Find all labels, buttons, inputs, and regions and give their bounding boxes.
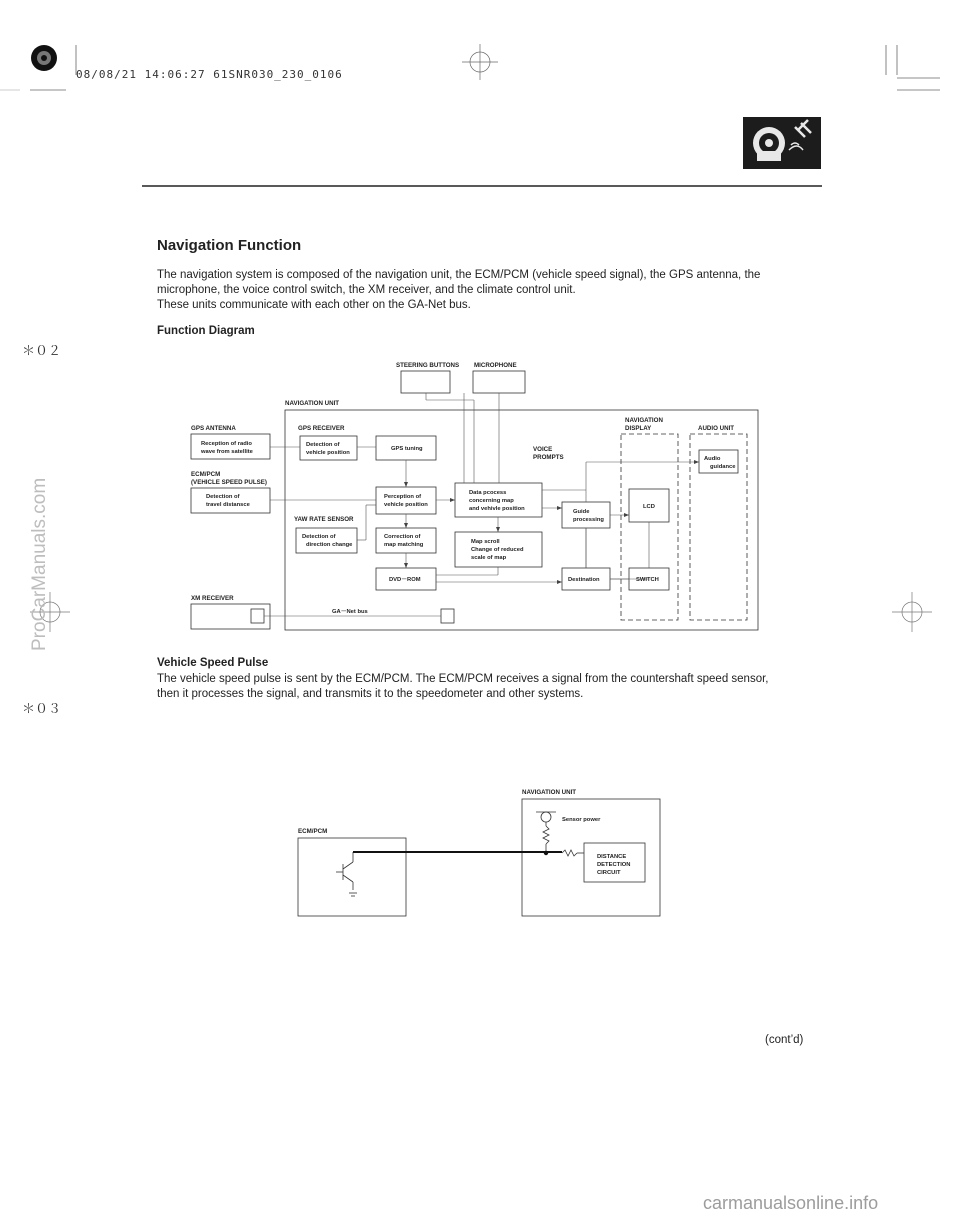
navigation-display-label: DISPLAY xyxy=(625,425,652,432)
vehicle-speed-pulse-heading: Vehicle Speed Pulse xyxy=(157,657,269,669)
map-scroll-label: Change of reduced xyxy=(471,547,524,553)
ecm-pcm-label: ECM/PCM xyxy=(191,471,221,478)
gps-antenna-label: GPS ANTENNA xyxy=(191,425,236,432)
steering-buttons-label: STEERING BUTTONS xyxy=(396,362,460,369)
destination-label: Destination xyxy=(568,577,600,583)
microphone-label: MICROPHONE xyxy=(474,362,517,369)
reception-label: Reception of radio xyxy=(201,441,252,447)
correction-label: map matching xyxy=(384,542,424,548)
navigation-unit-label: NAVIGATION UNIT xyxy=(285,400,340,407)
margin-mark-03: ＊０３ xyxy=(22,702,62,717)
ga-net-bus-label: GA－Net bus xyxy=(332,609,368,615)
data-process-label: concerning map xyxy=(469,498,514,504)
audio-unit-label: AUDIO UNIT xyxy=(698,425,735,432)
detection-direction-label: direction change xyxy=(306,542,353,548)
ecm-pcm-label: (VEHICLE SPEED PULSE) xyxy=(191,479,267,486)
voice-prompts-label: PROMPTS xyxy=(533,454,564,461)
circuit-ecm-pcm-label: ECM/PCM xyxy=(298,828,328,835)
audio-guidance-label: Audio xyxy=(704,456,721,462)
distance-circuit-label: DISTANCE xyxy=(597,854,627,860)
watermark-carmanualsonline: carmanualsonline.info xyxy=(703,1193,879,1213)
correction-label: Correction of xyxy=(384,534,421,540)
data-process-label: and vehivle position xyxy=(469,506,525,512)
xm-receiver-label: XM RECEIVER xyxy=(191,595,234,602)
intro-line: microphone, the voice control switch, the XM receiver, and the climate control unit. xyxy=(157,284,576,296)
watermark-procarmanuals: ProCarManuals.com xyxy=(29,477,50,651)
detection-vehicle-label: vehicle position xyxy=(306,450,350,456)
data-process-label: Data pcocess xyxy=(469,490,507,496)
ecm-pcm-box xyxy=(298,838,406,916)
dvd-rom-label: DVD－ROM xyxy=(389,577,421,583)
guide-label: Guide xyxy=(573,509,590,515)
guide-label: processing xyxy=(573,517,604,523)
sensor-power-label: Sensor power xyxy=(562,817,601,823)
lcd-label: LCD xyxy=(643,504,655,510)
switch-label: SWITCH xyxy=(636,577,659,583)
function-diagram-heading: Function Diagram xyxy=(157,325,255,337)
gps-receiver-label: GPS RECEIVER xyxy=(298,425,345,432)
perception-label: Perception of xyxy=(384,494,422,500)
map-scroll-label: Map scroll xyxy=(471,539,500,545)
detection-direction-label: Detection of xyxy=(302,534,336,540)
voice-prompts-label: VOICE xyxy=(533,446,553,453)
distance-circuit-label: CIRCUIT xyxy=(597,870,621,876)
detection-travel-label: Detection of xyxy=(206,494,240,500)
audio-guidance-label: guidance xyxy=(710,464,736,470)
print-stamp: 08/08/21 14:06:27 61SNR030_230_0106 xyxy=(76,68,343,81)
detection-vehicle-label: Detection of xyxy=(306,442,340,448)
distance-circuit-label: DETECTION xyxy=(597,862,631,868)
vsp-line: The vehicle speed pulse is sent by the ECM/PCM. The ECM/PCM receives a signal from the countershaft speed sensor, xyxy=(157,673,769,685)
continued-label: (cont’d) xyxy=(765,1034,804,1046)
gps-tuning-label: GPS tuning xyxy=(391,446,423,452)
circuit-navigation-unit-label: NAVIGATION UNIT xyxy=(522,789,577,796)
intro-line: The navigation system is composed of the navigation unit, the ECM/PCM (vehicle speed signal), the GPS antenna, the xyxy=(157,269,761,281)
perception-label: vehicle position xyxy=(384,502,428,508)
yaw-rate-sensor-label: YAW RATE SENSOR xyxy=(294,516,354,523)
navigation-display-label: NAVIGATION xyxy=(625,417,663,424)
margin-mark-02: ＊０２ xyxy=(22,344,62,359)
intro-line: These units communicate with each other on the GA-Net bus. xyxy=(157,299,471,311)
detection-travel-label: travel distansce xyxy=(206,502,250,508)
map-scroll-label: scale of map xyxy=(471,555,507,561)
reception-label: wave from satellite xyxy=(201,449,253,455)
vsp-line: then it processes the signal, and transmits it to the speedometer and other systems. xyxy=(157,688,584,700)
section-title: Navigation Function xyxy=(157,237,302,254)
